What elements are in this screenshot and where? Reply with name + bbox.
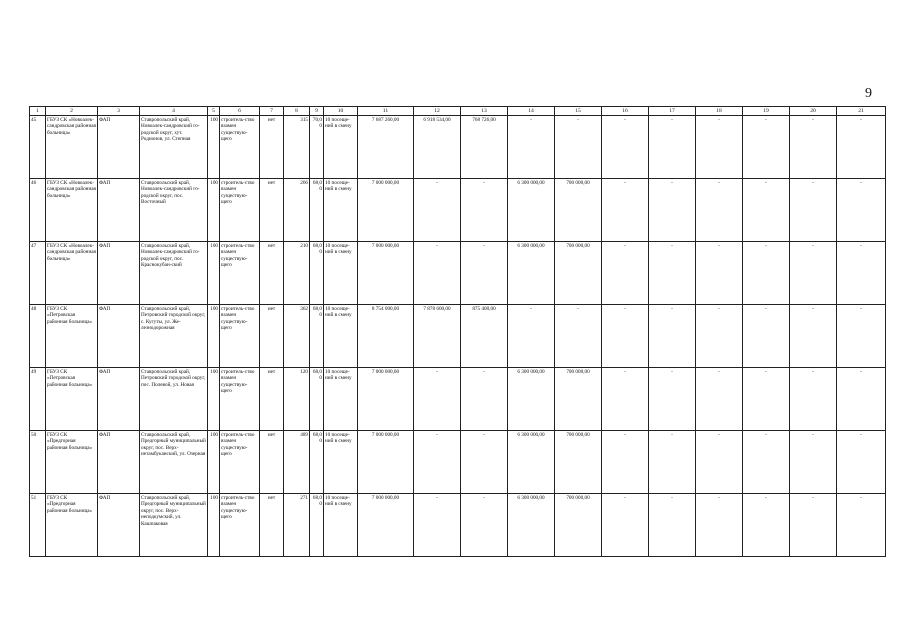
amount-cell-16: - [602, 368, 649, 431]
amount-cell-20: - [790, 368, 837, 431]
flag-cell: нет [260, 305, 284, 368]
amount-cell-19: - [743, 242, 790, 305]
address-cell: Ставропольский край, Новоалек-сандровский го-родской округ, пос. Краснокубан-ский [140, 242, 208, 305]
column-header: 4 [140, 107, 208, 116]
amount-cell-18: - [696, 242, 743, 305]
amount-cell-16: - [602, 179, 649, 242]
amount-cell-15: 700 000,00 [555, 431, 602, 494]
value-cell-9: 70,00 [310, 116, 324, 179]
amount-cell-19: - [743, 431, 790, 494]
percent-cell: 100 [208, 368, 220, 431]
amount-cell-18: - [696, 305, 743, 368]
amount-cell-13: - [461, 368, 508, 431]
table-row [30, 116, 886, 179]
amount-cell-19: - [743, 305, 790, 368]
amount-cell-19: - [743, 494, 790, 557]
amount-cell-21: - [837, 242, 886, 305]
table-row [30, 494, 886, 557]
organization-cell: ГБУЗ СК «Новоалек-сандровская районная больница» [46, 179, 98, 242]
work-type-cell: строитель-ство взамен существую-щего [220, 116, 260, 179]
column-header: 8 [284, 107, 310, 116]
organization-cell: ГБУЗ СК «Предгорная районная больница» [46, 494, 98, 557]
row-number-cell: 45 [30, 116, 46, 179]
amount-cell-11: 7 687 260,00 [358, 116, 414, 179]
organization-cell: ГБУЗ СК «Новоалек-сандровская районная больница» [46, 242, 98, 305]
flag-cell: нет [260, 431, 284, 494]
column-header: 17 [649, 107, 696, 116]
amount-cell-20: - [790, 179, 837, 242]
amount-cell-21: - [837, 368, 886, 431]
amount-cell-16: - [602, 431, 649, 494]
amount-cell-17: - [649, 431, 696, 494]
row-number-cell: 50 [30, 431, 46, 494]
capacity-cell: 10 посеще-ний в смену [324, 494, 358, 557]
amount-cell-18: - [696, 116, 743, 179]
amount-cell-14: 6 300 000,00 [508, 431, 555, 494]
column-header: 2 [46, 107, 98, 116]
percent-cell: 100 [208, 305, 220, 368]
flag-cell: нет [260, 242, 284, 305]
amount-cell-13: 875 400,00 [461, 305, 508, 368]
value-cell-9: 68,00 [310, 242, 324, 305]
column-header: 10 [324, 107, 358, 116]
row-number-cell: 46 [30, 179, 46, 242]
column-header: 5 [208, 107, 220, 116]
amount-cell-20: - [790, 494, 837, 557]
row-number-cell: 49 [30, 368, 46, 431]
amount-cell-12: 6 918 534,00 [414, 116, 461, 179]
organization-cell: ГБУЗ СК «Новоалек-сандровская районная больница» [46, 116, 98, 179]
amount-cell-18: - [696, 494, 743, 557]
amount-cell-12: 7 878 600,00 [414, 305, 461, 368]
amount-cell-15: - [555, 305, 602, 368]
column-header: 3 [98, 107, 140, 116]
amount-cell-15: 700 000,00 [555, 179, 602, 242]
amount-cell-14: 6 300 000,00 [508, 494, 555, 557]
capacity-cell: 10 посеще-ний в смену [324, 368, 358, 431]
amount-cell-16: - [602, 305, 649, 368]
column-header: 14 [508, 107, 555, 116]
work-type-cell: строитель-ство взамен существую-щего [220, 494, 260, 557]
column-header: 20 [790, 107, 837, 116]
column-header: 12 [414, 107, 461, 116]
table-row [30, 179, 886, 242]
value-cell-9: 68,00 [310, 431, 324, 494]
value-cell-8: 362 [284, 305, 310, 368]
facility-type-cell: ФАП [98, 242, 140, 305]
address-cell: Ставропольский край, Петровский городской округ, пос. Полевой, ул. Новая [140, 368, 208, 431]
amount-cell-16: - [602, 494, 649, 557]
table-row [30, 368, 886, 431]
amount-cell-18: - [696, 431, 743, 494]
facility-type-cell: ФАП [98, 179, 140, 242]
work-type-cell: строитель-ство взамен существую-щего [220, 431, 260, 494]
amount-cell-12: - [414, 368, 461, 431]
capacity-cell: 10 посеще-ний в смену [324, 179, 358, 242]
amount-cell-18: - [696, 179, 743, 242]
percent-cell: 100 [208, 179, 220, 242]
value-cell-8: 120 [284, 368, 310, 431]
amount-cell-15: 700 000,00 [555, 242, 602, 305]
amount-cell-11: 7 000 000,00 [358, 494, 414, 557]
amount-cell-11: 8 754 000,00 [358, 305, 414, 368]
address-cell: Ставропольский край, Предгорный муниципальный округ, пос. Верх-неподкумский, ул. Кашпаковая [140, 494, 208, 557]
column-header: 16 [602, 107, 649, 116]
amount-cell-18: - [696, 368, 743, 431]
value-cell-8: 489 [284, 431, 310, 494]
facility-type-cell: ФАП [98, 494, 140, 557]
amount-cell-12: - [414, 179, 461, 242]
capacity-cell: 10 посеще-ний в смену [324, 242, 358, 305]
amount-cell-15: 700 000,00 [555, 368, 602, 431]
amount-cell-17: - [649, 368, 696, 431]
address-cell: Ставропольский край, Предгорный муниципальный округ, пос. Верх-нетамбуканский, ул. Озерная [140, 431, 208, 494]
column-header: 15 [555, 107, 602, 116]
work-type-cell: строитель-ство взамен существую-щего [220, 305, 260, 368]
row-number-cell: 47 [30, 242, 46, 305]
amount-cell-19: - [743, 116, 790, 179]
amount-cell-21: - [837, 116, 886, 179]
amount-cell-14: 6 300 000,00 [508, 368, 555, 431]
amount-cell-21: - [837, 494, 886, 557]
column-header: 13 [461, 107, 508, 116]
amount-cell-17: - [649, 242, 696, 305]
amount-cell-11: 7 000 000,00 [358, 179, 414, 242]
address-cell: Ставропольский край, Петровский городской округ, с. Кугуты, ул. Же-лезнодорожная [140, 305, 208, 368]
amount-cell-17: - [649, 116, 696, 179]
amount-cell-14: 6 300 000,00 [508, 179, 555, 242]
value-cell-9: 68,00 [310, 368, 324, 431]
data-table [29, 106, 886, 557]
amount-cell-11: 7 000 000,00 [358, 368, 414, 431]
amount-cell-19: - [743, 179, 790, 242]
percent-cell: 100 [208, 431, 220, 494]
percent-cell: 100 [208, 494, 220, 557]
amount-cell-19: - [743, 368, 790, 431]
value-cell-9: 68,00 [310, 305, 324, 368]
amount-cell-21: - [837, 305, 886, 368]
amount-cell-13: - [461, 242, 508, 305]
amount-cell-20: - [790, 242, 837, 305]
row-number-cell: 51 [30, 494, 46, 557]
amount-cell-20: - [790, 116, 837, 179]
amount-cell-17: - [649, 494, 696, 557]
organization-cell: ГБУЗ СК «Петровская районная больница» [46, 368, 98, 431]
capacity-cell: 10 посеще-ний в смену [324, 116, 358, 179]
amount-cell-15: - [555, 116, 602, 179]
column-header: 18 [696, 107, 743, 116]
address-cell: Ставропольский край, Новоалек-сандровский го-родской округ, пос. Восточный [140, 179, 208, 242]
amount-cell-14: - [508, 116, 555, 179]
amount-cell-15: 700 000,00 [555, 494, 602, 557]
column-header: 6 [220, 107, 260, 116]
column-header: 21 [837, 107, 886, 116]
capacity-cell: 10 посеще-ний в смену [324, 431, 358, 494]
organization-cell: ГБУЗ СК «Петровская районная больница» [46, 305, 98, 368]
amount-cell-20: - [790, 305, 837, 368]
value-cell-9: 68,00 [310, 494, 324, 557]
row-number-cell: 48 [30, 305, 46, 368]
table-row [30, 431, 886, 494]
table-row [30, 305, 886, 368]
value-cell-8: 271 [284, 494, 310, 557]
facility-type-cell: ФАП [98, 305, 140, 368]
flag-cell: нет [260, 179, 284, 242]
flag-cell: нет [260, 368, 284, 431]
facility-type-cell: ФАП [98, 368, 140, 431]
work-type-cell: строитель-ство взамен существую-щего [220, 242, 260, 305]
value-cell-8: 315 [284, 116, 310, 179]
value-cell-9: 68,00 [310, 179, 324, 242]
amount-cell-14: - [508, 305, 555, 368]
page-number: 9 [865, 86, 872, 101]
amount-cell-12: - [414, 431, 461, 494]
column-header: 11 [358, 107, 414, 116]
amount-cell-16: - [602, 116, 649, 179]
amount-cell-12: - [414, 494, 461, 557]
amount-cell-12: - [414, 242, 461, 305]
amount-cell-13: - [461, 494, 508, 557]
facility-type-cell: ФАП [98, 116, 140, 179]
amount-cell-13: - [461, 179, 508, 242]
table-row [30, 242, 886, 305]
value-cell-8: 210 [284, 242, 310, 305]
amount-cell-14: 6 300 000,00 [508, 242, 555, 305]
value-cell-8: 266 [284, 179, 310, 242]
organization-cell: ГБУЗ СК «Предгорная районная больница» [46, 431, 98, 494]
address-cell: Ставропольский край, Новоалек-сандровский го-родской округ, хут. Родионов, ул. Степная [140, 116, 208, 179]
amount-cell-11: 7 000 000,00 [358, 431, 414, 494]
column-header: 1 [30, 107, 46, 116]
column-header: 7 [260, 107, 284, 116]
percent-cell: 100 [208, 242, 220, 305]
header-row [30, 107, 886, 116]
work-type-cell: строитель-ство взамен существую-щего [220, 179, 260, 242]
amount-cell-16: - [602, 242, 649, 305]
amount-cell-21: - [837, 179, 886, 242]
facility-type-cell: ФАП [98, 431, 140, 494]
capacity-cell: 10 посеще-ний в смену [324, 305, 358, 368]
amount-cell-17: - [649, 305, 696, 368]
amount-cell-20: - [790, 431, 837, 494]
amount-cell-17: - [649, 179, 696, 242]
work-type-cell: строитель-ство взамен существую-щего [220, 368, 260, 431]
flag-cell: нет [260, 116, 284, 179]
amount-cell-21: - [837, 431, 886, 494]
flag-cell: нет [260, 494, 284, 557]
amount-cell-13: - [461, 431, 508, 494]
column-header: 9 [310, 107, 324, 116]
percent-cell: 100 [208, 116, 220, 179]
column-header: 19 [743, 107, 790, 116]
amount-cell-11: 7 000 000,00 [358, 242, 414, 305]
amount-cell-13: 768 726,00 [461, 116, 508, 179]
